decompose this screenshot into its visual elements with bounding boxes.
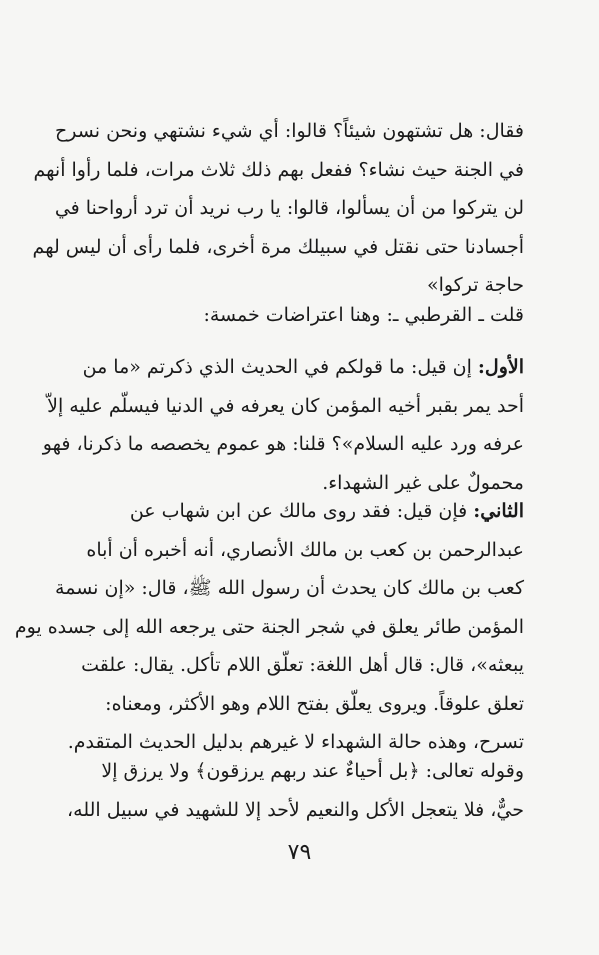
text-line: تسرح، وهذه حالة الشهداء لا غيرهم بدليل الحديث المتقدم. — [67, 731, 524, 753]
text-line: فقال: هل تشتهون شيئاً؟ قالوا: أي شيء نشتهي ونحن نسرح — [55, 120, 524, 142]
text-line: لن يتركوا من أن يسألوا، قالوا: يا رب نريد أن ترد أرواحنا في — [54, 197, 524, 219]
text-line: كعب بن مالك كان يحدث أن رسول الله ﷺ، قال: «إن نسمة — [55, 577, 524, 599]
paragraph-lead: الأول: — [477, 356, 524, 378]
page-number: ٧٩ — [287, 840, 312, 865]
text-line: وقوله تعالى: ﴿بل أحياءٌ عند ربهم يرزقون﴾ ولا يرزق إلا — [101, 760, 524, 782]
text-line: في الجنة حيث نشاء؟ ففعل بهم ذلك ثلاث مرات، فلما رأوا أنهم — [33, 158, 524, 181]
text-line: أجسادنا حتى نقتل في سبيلك مرة أخرى، فلما رأى أن ليس لهم — [32, 235, 524, 258]
paragraph-4 — [14, 492, 524, 762]
text-line: تعلق علوقاً. ويروى يعلّق بفتح اللام وهو الأكثر، ومعناه: — [105, 692, 524, 715]
paragraph-2 — [86, 296, 524, 335]
paragraph-1 — [32, 112, 524, 305]
text-run: إن قيل: ما قولكم في الحديث الذي ذكرتم «ما من — [82, 356, 478, 378]
text-line: حاجة تركوا» — [426, 274, 524, 296]
paragraph-lead: الثاني: — [473, 500, 524, 522]
text-line: حيٌّ، فلا يتعجل الأكل والنعيم لأحد إلا للشهيد في سبيل الله، — [67, 798, 524, 821]
text-line: عبدالرحمن بن كعب بن مالك الأنصاري، أنه أخبره أن أباه — [86, 538, 524, 561]
text-line: المؤمن طائر يعلق في شجر الجنة حتى يرجعه الله إلى جسده يوم — [14, 615, 524, 638]
text-line — [82, 348, 524, 387]
text-line: أحد يمر بقبر أخيه المؤمن كان يعرفه في الدنيا فيسلّم عليه إلاّ — [47, 394, 524, 417]
text-line: يبعثه»، قال: قال أهل اللغة: تعلّق اللام تأكل. يقال: علقت — [81, 654, 524, 676]
paragraph-3 — [42, 348, 524, 502]
text-line: محمولٌ على غير الشهداء. — [322, 471, 524, 494]
text-line: قلت ـ القرطبي ـ: وهنا اعتراضات خمسة: — [203, 304, 524, 326]
text-line: عرفه ورد عليه السلام»؟ قلنا: هو عموم يخصصه ما ذكرنا، فهو — [42, 433, 524, 455]
text-line — [86, 492, 524, 531]
paragraph-5 — [67, 752, 524, 829]
text-run: فإن قيل: فقد روى مالك عن ابن شهاب عن — [129, 500, 474, 522]
